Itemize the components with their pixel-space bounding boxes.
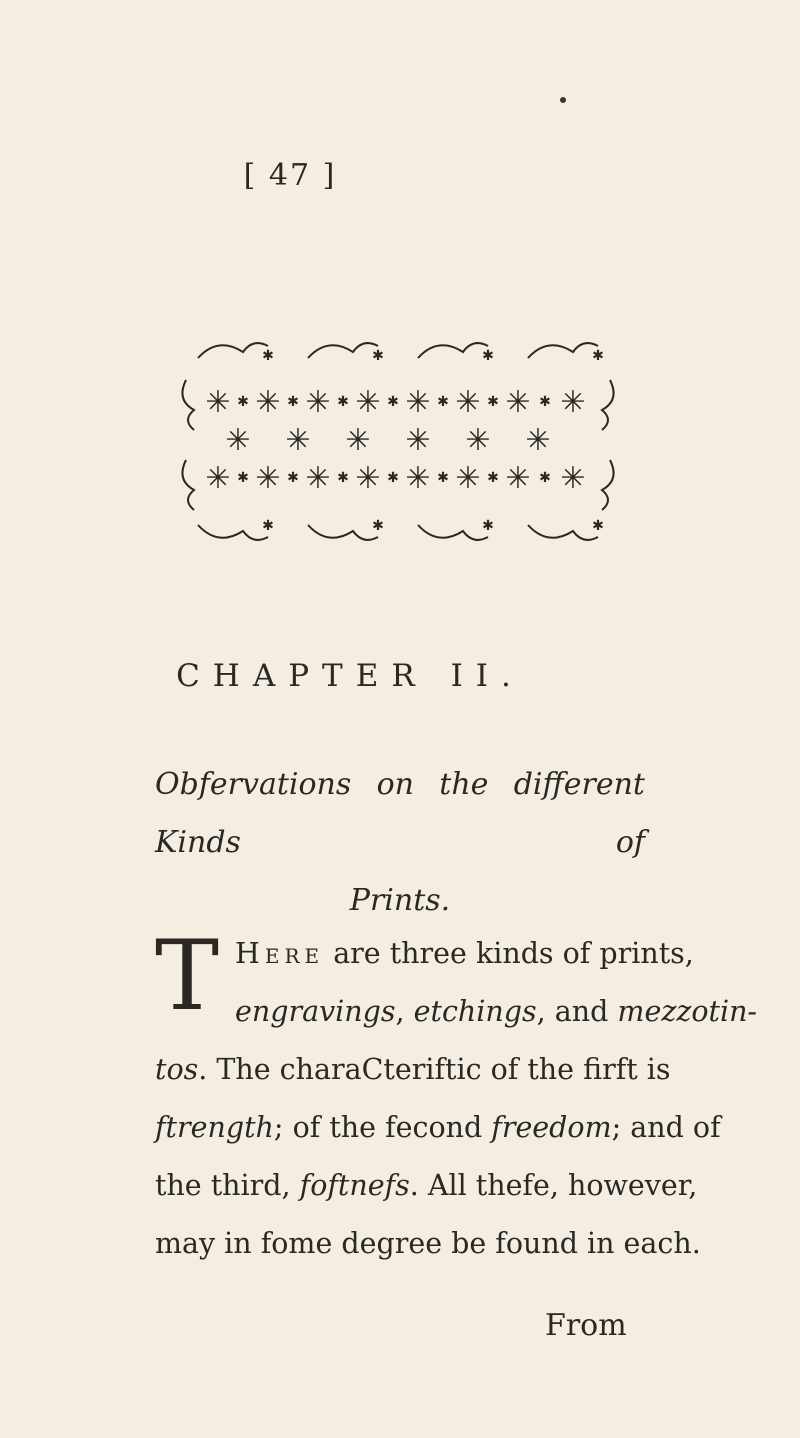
ornamental-headpiece [178,330,618,545]
paragraph-line-3 [155,1041,671,1099]
svg-text:✱: ✱ [337,394,349,410]
svg-text:✳: ✳ [505,385,531,420]
svg-text:✱: ✱ [487,470,499,486]
line-4-text-b: ; and of [611,1111,721,1144]
svg-text:✳: ✳ [305,385,331,420]
svg-text:✳: ✳ [225,423,251,458]
paragraph-line-6: may in fome degree be found in each. [155,1227,701,1260]
line-5-text-b: . All thefe, however, [409,1169,698,1202]
svg-text:✱: ✱ [592,518,604,534]
svg-text:✳: ✳ [505,461,531,496]
svg-text:✳: ✳ [355,385,381,420]
paragraph-line-4 [155,1099,721,1157]
svg-text:✱: ✱ [287,394,299,410]
svg-text:✱: ✱ [337,470,349,486]
svg-text:✱: ✱ [287,470,299,486]
svg-text:✱: ✱ [437,470,449,486]
paragraph-line-5 [155,1157,698,1215]
svg-text:✱: ✱ [539,394,551,410]
svg-text:✳: ✳ [405,461,431,496]
svg-text:✳: ✳ [525,423,551,458]
paragraph-line-2 [155,983,758,1041]
page-number: [ 47 ] [243,158,337,193]
svg-text:✳: ✳ [455,385,481,420]
svg-text:✱: ✱ [372,348,384,364]
svg-text:✳: ✳ [285,423,311,458]
line-4-text-a: ; of the fecond [273,1111,492,1144]
svg-text:✱: ✱ [539,470,551,486]
svg-text:✳: ✳ [560,461,586,496]
line-5-text-a: the third, [155,1169,300,1202]
term-tos: tos [155,1053,199,1086]
svg-text:✳: ✳ [255,461,281,496]
svg-text:✱: ✱ [237,470,249,486]
term-engravings: engravings [235,995,396,1028]
opening-word: Here [235,937,325,970]
drop-cap: T [155,920,220,1032]
term-strength: ftrength [155,1111,274,1144]
catchword: From [545,1308,627,1343]
punct: , [395,995,414,1028]
svg-text:✳: ✳ [560,385,586,420]
svg-text:✱: ✱ [487,394,499,410]
svg-text:✱: ✱ [482,518,494,534]
svg-text:✱: ✱ [262,348,274,364]
body-paragraph [155,920,758,1273]
svg-text:✱: ✱ [262,518,274,534]
term-freedom: freedom [491,1111,612,1144]
svg-text:✳: ✳ [205,461,231,496]
line-3-text: . The charaCteriftic of the firft is [198,1053,671,1086]
term-mezzotintos: mezzotin- [617,995,758,1028]
term-softness: foftnefs [299,1169,410,1202]
svg-text:✳: ✳ [455,461,481,496]
svg-text:✱: ✱ [592,348,604,364]
svg-text:✳: ✳ [405,385,431,420]
svg-text:✳: ✳ [255,385,281,420]
svg-text:✱: ✱ [387,394,399,410]
svg-text:✳: ✳ [405,423,431,458]
svg-text:✳: ✳ [465,423,491,458]
conjunction: , and [536,995,618,1028]
svg-text:✳: ✳ [305,461,331,496]
line-1-text: are three kinds of prints, [333,937,694,970]
chapter-subtitle [155,756,645,930]
paragraph-line-1 [155,925,694,983]
svg-text:✳: ✳ [355,461,381,496]
ink-speck [560,97,566,103]
chapter-heading: CHAPTER II. [176,658,524,694]
svg-text:✱: ✱ [387,470,399,486]
subtitle-line-2: Prints. [349,883,451,918]
subtitle-line-1: Obfervations on the different Kinds of [155,767,645,860]
term-etchings: etchings [413,995,537,1028]
svg-text:✱: ✱ [237,394,249,410]
svg-text:✳: ✳ [205,385,231,420]
svg-text:✱: ✱ [437,394,449,410]
svg-text:✱: ✱ [372,518,384,534]
svg-text:✳: ✳ [345,423,371,458]
svg-text:✱: ✱ [482,348,494,364]
